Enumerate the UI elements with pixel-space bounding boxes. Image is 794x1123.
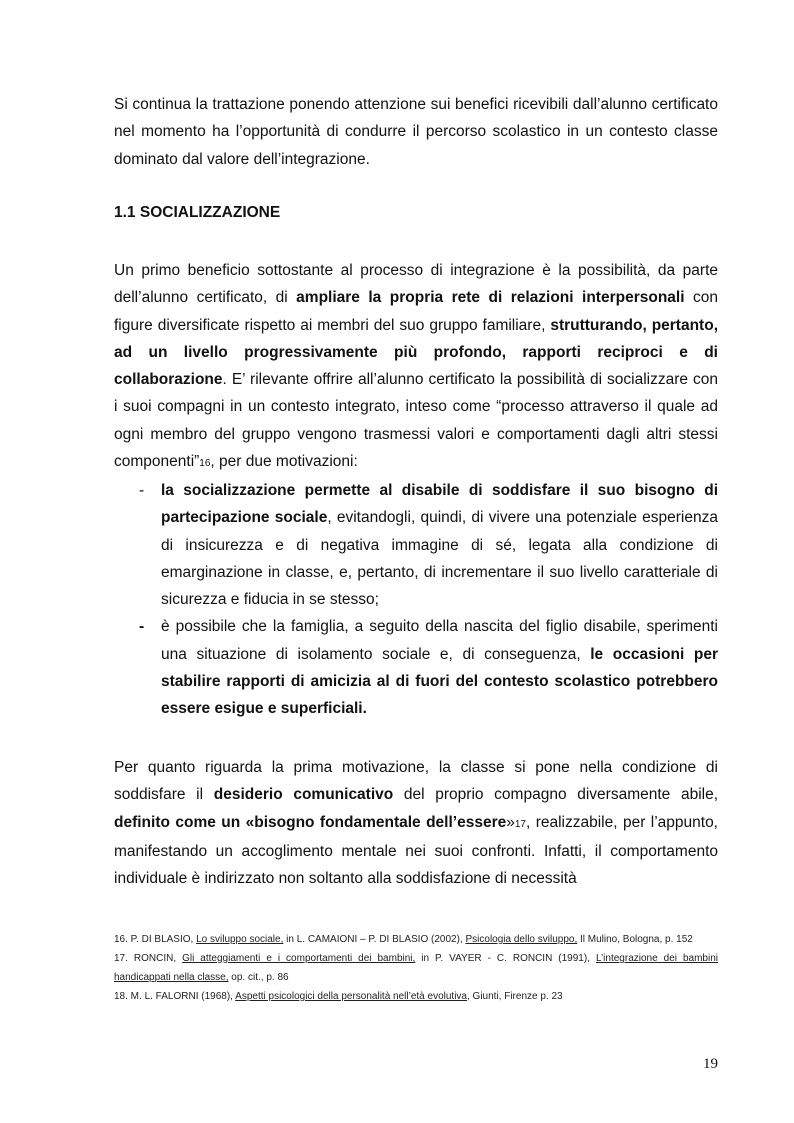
section-heading: 1.1 SOCIALIZZAZIONE xyxy=(114,204,281,221)
footnote-16: 16. P. DI BLASIO, Lo sviluppo sociale, in L. CAMAIONI – P. DI BLASIO (2002), Psicologia dello sviluppo, Il Mulino, Bologna, p. 152 xyxy=(114,934,693,945)
footnote-18: 18. M. L. FALORNI (1968), Aspetti psicologici della personalità nell’età evolutiva, Giunti, Firenze p. 23 xyxy=(114,991,563,1002)
paragraph-socializzazione xyxy=(114,257,718,477)
paragraph-prima-motivazione xyxy=(114,754,718,892)
paragraph-2: Per quanto riguarda la prima motivazione, la classe si pone nella condizione di soddisfare il desiderio comunicativo del proprio compagno diversamente abile, definito come un «bisogno fondamentale dell’essere»17, realizzabile, per l’appunto, manifestando un accoglimento mentale nei suoi confronti. Infatti, il comportamento individuale è indirizzato non soltanto alla soddisfazione di necessità xyxy=(114,759,719,888)
list-dash: - xyxy=(139,482,145,499)
footnotes xyxy=(114,930,718,1006)
list-item: - la socializzazione permette al disabile di soddisfare il suo bisogno di partecipazione sociale, evitandogli, quindi, di vivere una potenziale esperienza di insicurezza e di negativa immagine di sé, legata alla condizione di emarginazione in classe, e, pertanto, di incrementare il suo livello caratteriale di sicurezza e fiducia in se stesso; xyxy=(114,477,718,613)
footnote-ref-17: 17 xyxy=(514,818,526,830)
paragraph-1: Un primo beneficio sottostante al processo di integrazione è la possibilità, da parte dell’alunno certificato, di ampliare la propria rete di relazioni interpersonali con figure diversificate rispetto ai membri del suo gruppo familiare, strutturando, pertanto, ad un livello progressivamente più profondo, rapporti reciproci e di collaborazione. E’ rilevante offrire all’alunno certificato la possibilità di socializzare con i suoi compagni in un contesto integrato, inteso come “processo attraverso il quale ad ogni membro del gruppo vengono trasmessi valori e comportamenti dagli altri stessi componenti”16, per due motivazioni: xyxy=(114,262,718,471)
list-dash: - xyxy=(139,618,145,636)
intro-paragraph xyxy=(114,91,718,173)
intro-text: Si continua la trattazione ponendo attenzione sui benefici ricevibili dall’alunno certificato nel momento ha l’opportunità di condurre il percorso scolastico in un contesto classe dominato dal valore dell’integrazione. xyxy=(114,96,718,168)
footnote-ref-16: 16 xyxy=(199,458,211,470)
list-item: - è possibile che la famiglia, a seguito della nascita del figlio disabile, sperimenti una situazione di isolamento sociale e, di conseguenza, le occasioni per stabilire rapporti di amicizia al di fuori del contesto scolastico potrebbero essere esigue e superficiali. xyxy=(114,613,718,722)
motivation-list xyxy=(114,477,718,723)
page-number: 19 xyxy=(703,1056,718,1072)
section-heading-block xyxy=(114,204,718,222)
footnote-17: 17. RONCIN, Gli atteggiamenti e i comportamenti dei bambini, in P. VAYER - C. RONCIN (1991), L’integrazione dei bambini handicappati nella classe, op. cit., p. 86 xyxy=(114,953,718,983)
